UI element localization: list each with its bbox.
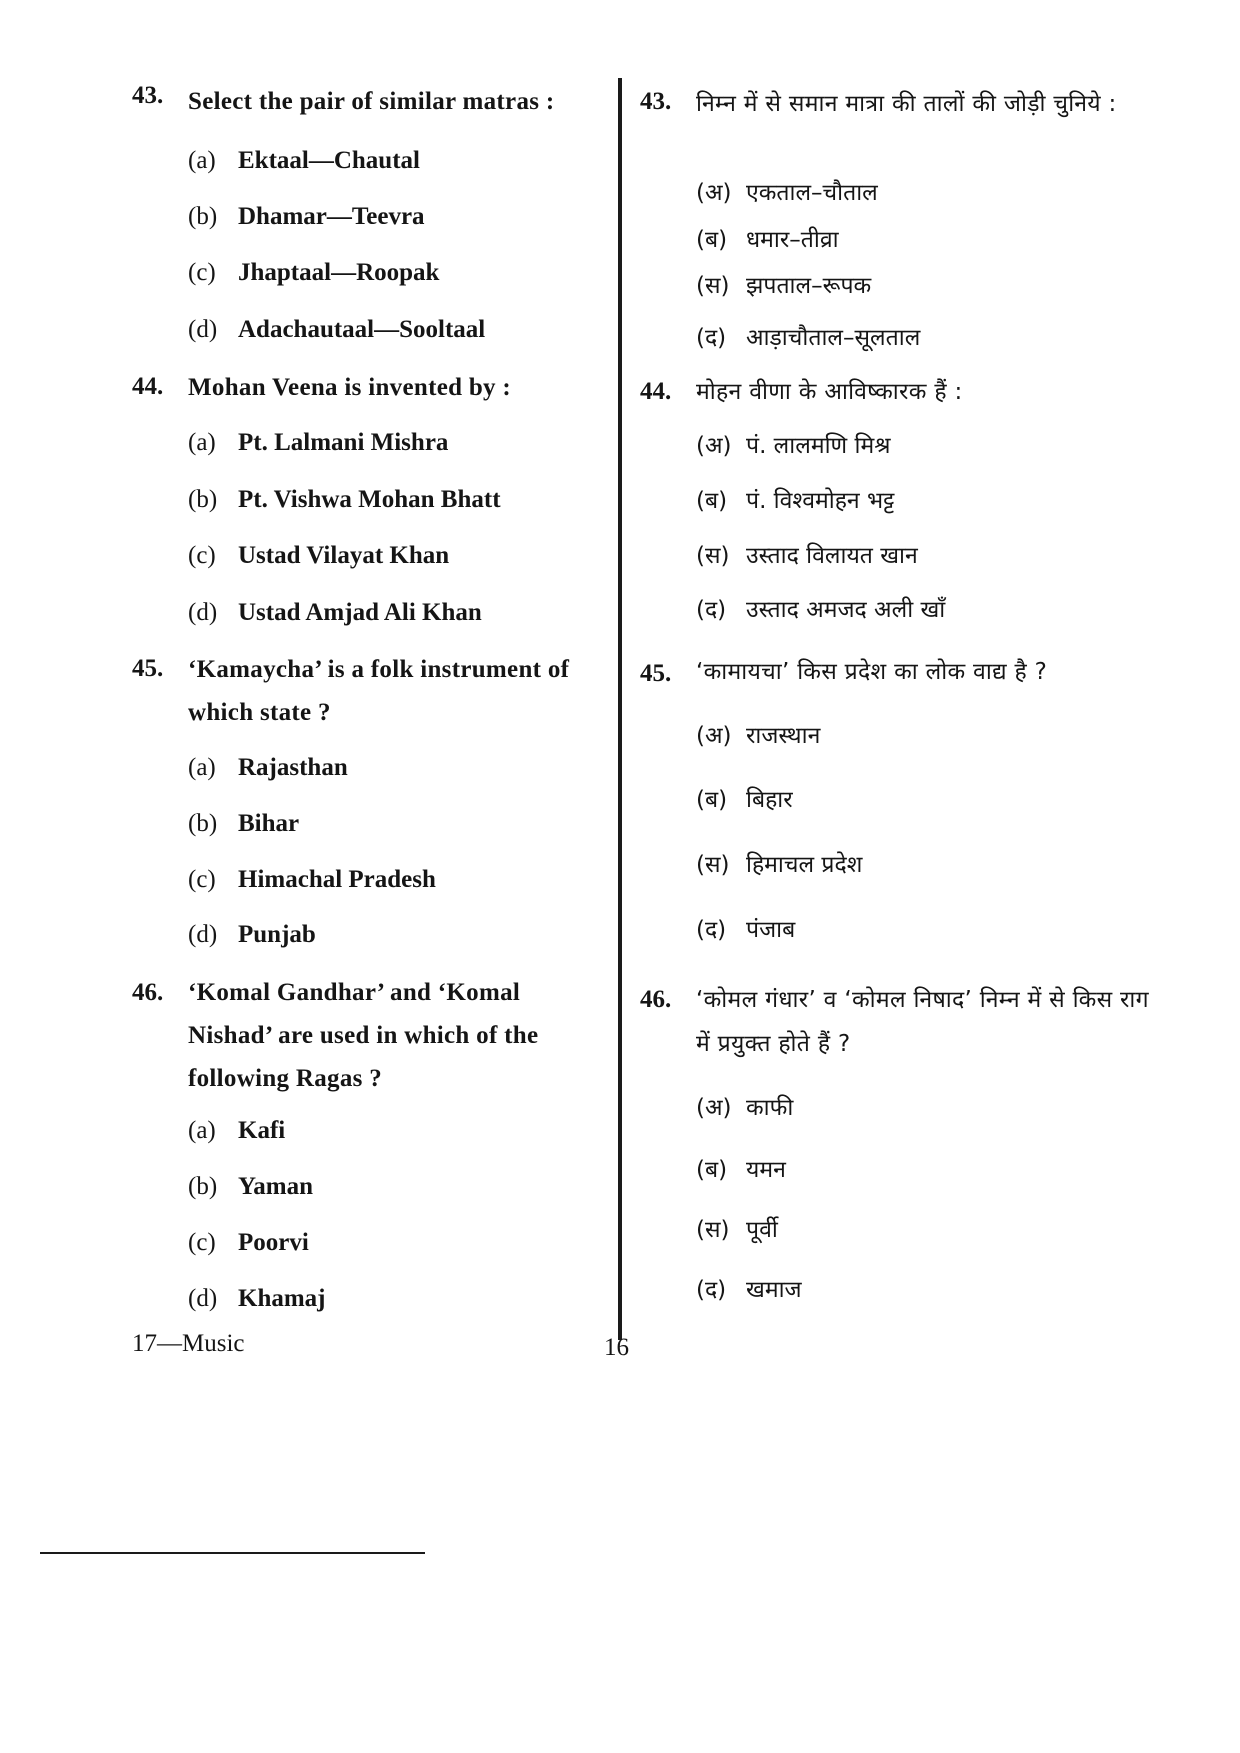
option-c bbox=[696, 268, 871, 300]
option-d bbox=[188, 1285, 326, 1313]
option-letter: (d) bbox=[188, 599, 218, 626]
option-c bbox=[696, 847, 862, 879]
option-d bbox=[188, 316, 485, 344]
option-text: Rajasthan bbox=[238, 754, 348, 781]
column-divider bbox=[618, 78, 622, 1340]
option-text: Poorvi bbox=[238, 1229, 309, 1256]
option-letter: (द) bbox=[696, 917, 727, 943]
option-letter: (c) bbox=[188, 1229, 216, 1256]
option-b bbox=[696, 483, 894, 515]
option-letter: (अ) bbox=[696, 1095, 732, 1121]
option-c bbox=[188, 866, 436, 894]
option-text: Khamaj bbox=[238, 1285, 326, 1312]
question-text: ‘Kamaycha’ is a folk instrument of which state ? bbox=[188, 656, 570, 726]
option-text: बिहार bbox=[746, 787, 793, 813]
option-text: Dhamar—Teevra bbox=[238, 203, 425, 230]
question-number: 44. bbox=[640, 378, 672, 405]
question-text: निम्न में से समान मात्रा की तालों की जोड़ी चुनिये : bbox=[696, 91, 1117, 117]
option-b bbox=[696, 1152, 786, 1184]
question-text: मोहन वीणा के आविष्कारक हैं : bbox=[696, 379, 963, 405]
option-letter: (द) bbox=[696, 597, 727, 623]
option-a bbox=[696, 718, 820, 750]
option-text: Kafi bbox=[238, 1117, 286, 1144]
question-text: Select the pair of similar matras : bbox=[188, 88, 555, 115]
option-letter: (द) bbox=[696, 1277, 727, 1303]
option-letter: (a) bbox=[188, 754, 216, 781]
option-letter: (ब) bbox=[696, 488, 728, 514]
option-d bbox=[188, 599, 482, 627]
option-text: Adachautaal—Sooltaal bbox=[238, 316, 486, 343]
option-text: Jhaptaal—Roopak bbox=[238, 259, 440, 286]
option-text: एकताल–चौताल bbox=[746, 180, 878, 206]
option-b bbox=[188, 486, 501, 514]
option-letter: (स) bbox=[696, 852, 730, 878]
option-a bbox=[188, 147, 420, 175]
option-b bbox=[696, 222, 839, 254]
option-text: पंजाब bbox=[746, 917, 796, 943]
option-text: Bihar bbox=[238, 810, 300, 837]
option-text: पं. लालमणि मिश्र bbox=[746, 433, 891, 459]
option-a bbox=[188, 429, 448, 457]
option-letter: (d) bbox=[188, 1285, 218, 1312]
option-c bbox=[696, 1212, 778, 1244]
option-letter: (ब) bbox=[696, 1157, 728, 1183]
option-b bbox=[188, 810, 299, 838]
option-d bbox=[696, 912, 795, 944]
option-c bbox=[188, 259, 439, 287]
option-letter: (स) bbox=[696, 543, 730, 569]
question-text: ‘कोमल गंधार’ व ‘कोमल निषाद’ निम्न में से किस राग में प्रयुक्त होते हैं ? bbox=[696, 987, 1149, 1057]
option-text: पं. विश्वमोहन भट्ट bbox=[746, 488, 895, 514]
option-letter: (c) bbox=[188, 866, 216, 893]
option-a bbox=[696, 428, 890, 460]
option-a bbox=[696, 175, 878, 207]
option-letter: (द) bbox=[696, 325, 727, 351]
option-letter: (b) bbox=[188, 203, 218, 230]
question-number: 44. bbox=[132, 373, 164, 400]
option-b bbox=[188, 203, 425, 231]
bottom-rule bbox=[40, 1552, 425, 1554]
option-b bbox=[188, 1173, 313, 1201]
option-letter: (अ) bbox=[696, 433, 732, 459]
option-text: आड़ाचौताल–सूलताल bbox=[746, 325, 921, 351]
question-number: 45. bbox=[132, 655, 164, 682]
paper-code: 17—Music bbox=[132, 1330, 245, 1357]
option-c bbox=[188, 542, 449, 570]
option-letter: (b) bbox=[188, 810, 218, 837]
option-text: यमन bbox=[746, 1157, 786, 1183]
option-letter: (a) bbox=[188, 147, 216, 174]
option-a bbox=[696, 1090, 793, 1122]
option-letter: (अ) bbox=[696, 723, 732, 749]
option-letter: (c) bbox=[188, 542, 216, 569]
question-number: 43. bbox=[640, 88, 672, 115]
option-letter: (स) bbox=[696, 273, 730, 299]
option-letter: (d) bbox=[188, 316, 218, 343]
option-text: Ektaal—Chautal bbox=[238, 147, 420, 174]
option-text: पूर्वी bbox=[746, 1217, 778, 1243]
question-number: 46. bbox=[640, 986, 672, 1013]
option-text: Ustad Vilayat Khan bbox=[238, 542, 450, 569]
option-letter: (अ) bbox=[696, 180, 732, 206]
option-text: झपताल–रूपक bbox=[746, 273, 872, 299]
question-number: 45. bbox=[640, 660, 672, 687]
question-text: ‘Komal Gandhar’ and ‘Komal Nishad’ are used in which of the following Ragas ? bbox=[188, 979, 539, 1092]
option-text: Himachal Pradesh bbox=[238, 866, 436, 893]
option-letter: (c) bbox=[188, 259, 216, 286]
option-letter: (b) bbox=[188, 1173, 218, 1200]
option-letter: (a) bbox=[188, 429, 216, 456]
option-letter: (ब) bbox=[696, 227, 728, 253]
option-d bbox=[696, 320, 920, 352]
option-a bbox=[188, 1117, 285, 1145]
option-text: काफी bbox=[746, 1095, 794, 1121]
question-number: 46. bbox=[132, 979, 164, 1006]
option-d bbox=[188, 921, 316, 949]
option-a bbox=[188, 754, 348, 782]
question-number: 43. bbox=[132, 82, 164, 109]
option-b bbox=[696, 782, 793, 814]
option-letter: (स) bbox=[696, 1217, 730, 1243]
option-c bbox=[696, 538, 918, 570]
option-text: Ustad Amjad Ali Khan bbox=[238, 599, 482, 626]
question-text: Mohan Veena is invented by : bbox=[188, 374, 512, 401]
option-text: Punjab bbox=[238, 921, 316, 948]
option-text: उस्ताद अमजद अली खाँ bbox=[746, 597, 946, 623]
option-c bbox=[188, 1229, 309, 1257]
option-letter: (a) bbox=[188, 1117, 216, 1144]
question-text: ‘कामायचा’ किस प्रदेश का लोक वाद्य है ? bbox=[696, 659, 1048, 685]
option-text: खमाज bbox=[746, 1277, 802, 1303]
option-letter: (d) bbox=[188, 921, 218, 948]
option-d bbox=[696, 592, 945, 624]
option-text: Yaman bbox=[238, 1173, 314, 1200]
option-d bbox=[696, 1272, 802, 1304]
option-text: उस्ताद विलायत खान bbox=[746, 543, 918, 569]
option-letter: (b) bbox=[188, 486, 218, 513]
option-text: Pt. Lalmani Mishra bbox=[238, 429, 449, 456]
option-text: हिमाचल प्रदेश bbox=[746, 852, 863, 878]
option-text: धमार–तीव्रा bbox=[746, 227, 839, 253]
option-text: Pt. Vishwa Mohan Bhatt bbox=[238, 486, 501, 513]
page-number: 16 bbox=[604, 1334, 629, 1361]
option-text: राजस्थान bbox=[746, 723, 821, 749]
option-letter: (ब) bbox=[696, 787, 728, 813]
